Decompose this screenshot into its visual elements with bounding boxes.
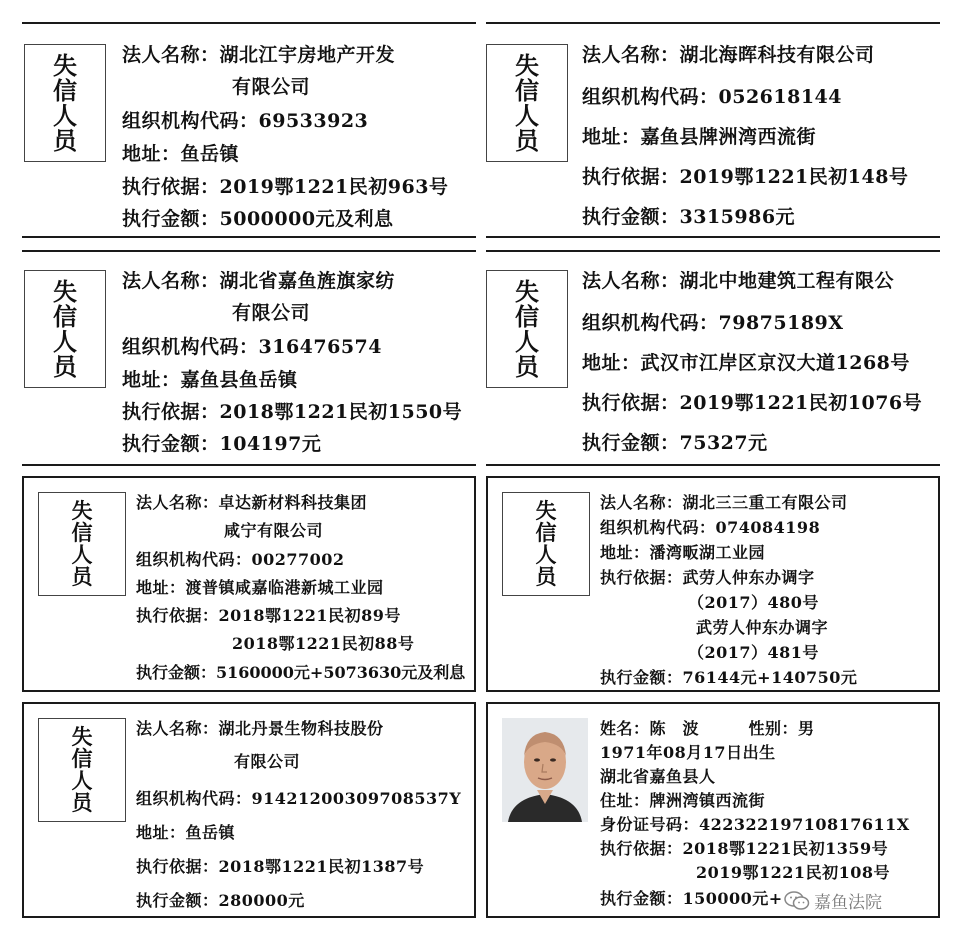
legal-name-cont: 有限公司 (232, 76, 311, 98)
dishonest-badge: 失 信 人 员 (502, 492, 590, 596)
dishonest-card-4 (486, 250, 940, 466)
execution-basis: 执行依据：武劳人仲东办调字 (600, 568, 815, 587)
wechat-icon (784, 891, 810, 911)
execution-basis-2: 武劳人仲东办调字 (696, 618, 829, 637)
execution-amount: 执行金额：150000元+ (600, 889, 783, 908)
execution-basis: 执行依据：2018鄂1221民初1359号 (600, 839, 889, 858)
legal-name: 法人名称：湖北海晖科技有限公司 (582, 44, 875, 66)
org-code: 组织机构代码：052618144 (582, 86, 842, 108)
org-code: 组织机构代码：316476574 (122, 336, 382, 358)
legal-name-cont: 咸宁有限公司 (224, 521, 324, 540)
execution-amount: 执行金额：104197元 (122, 433, 322, 455)
person-photo (502, 718, 588, 822)
address: 地址：鱼岳镇 (122, 143, 240, 165)
execution-basis: 执行依据：2018鄂1221民初89号 (136, 606, 401, 625)
dishonest-badge: 失 信 人 员 (24, 44, 106, 162)
legal-name: 法人名称：湖北三三重工有限公司 (600, 493, 848, 512)
address: 地址：鱼岳镇 (136, 823, 236, 842)
dishonest-card-5 (22, 476, 476, 692)
execution-amount: 执行金额：75327元 (582, 432, 768, 454)
watermark (784, 888, 882, 913)
execution-basis: 执行依据：2019鄂1221民初1076号 (582, 392, 923, 414)
birth-date: 1971年08月17日出生 (600, 743, 776, 762)
org-code: 组织机构代码：00277002 (136, 550, 345, 569)
dishonest-badge: 失 信 人 员 (24, 270, 106, 388)
id-number: 身份证号码：42232219710817611X (600, 815, 910, 834)
dishonest-card-8 (486, 702, 940, 918)
execution-basis: 执行依据：2018鄂1221民初1387号 (136, 857, 425, 876)
execution-basis-cont: （2017）480号 (688, 593, 819, 612)
execution-basis: 执行依据：2019鄂1221民初963号 (122, 176, 449, 198)
dishonest-card-7 (22, 702, 476, 918)
dishonest-badge: 失 信 人 员 (38, 718, 126, 822)
dishonest-card-6 (486, 476, 940, 692)
legal-name: 法人名称：卓达新材料科技集团 (136, 493, 368, 512)
execution-amount: 执行金额：3315986元 (582, 206, 796, 228)
execution-basis-cont: 2019鄂1221民初108号 (696, 863, 890, 882)
dishonest-badge: 失 信 人 员 (38, 492, 126, 596)
address: 住址：牌洲湾镇西流街 (600, 791, 766, 810)
execution-amount: 执行金额：280000元 (136, 891, 305, 910)
legal-name-cont: 有限公司 (232, 302, 311, 324)
execution-basis: 执行依据：2019鄂1221民初148号 (582, 166, 909, 188)
address: 地址：潘湾畈湖工业园 (600, 543, 766, 562)
dishonest-card-3 (22, 250, 476, 466)
org-code: 组织机构代码：91421200309708537Y (136, 789, 462, 808)
org-code: 组织机构代码：074084198 (600, 518, 821, 537)
legal-name: 法人名称：湖北省嘉鱼旌旗家纺 (122, 270, 396, 292)
execution-amount: 执行金额：76144元+140750元 (600, 668, 858, 687)
legal-name: 法人名称：湖北中地建筑工程有限公 (582, 270, 895, 292)
person-name-gender: 姓名：陈 波 性别：男 (600, 719, 815, 738)
dishonest-badge: 失 信 人 员 (486, 270, 568, 388)
org-code: 组织机构代码：69533923 (122, 110, 369, 132)
address: 地址：嘉鱼县牌洲湾西流街 (582, 126, 817, 148)
native-place: 湖北省嘉鱼县人 (600, 767, 716, 786)
legal-name: 法人名称：湖北丹景生物科技股份 (136, 719, 384, 738)
address: 地址：渡普镇咸嘉临港新城工业园 (136, 578, 384, 597)
dishonest-badge: 失 信 人 员 (486, 44, 568, 162)
execution-basis: 执行依据：2018鄂1221民初1550号 (122, 401, 463, 423)
dishonest-card-1 (22, 22, 476, 238)
legal-name: 法人名称：湖北江宇房地产开发 (122, 44, 396, 66)
execution-basis-2-cont: （2017）481号 (688, 643, 819, 662)
address: 地址：武汉市江岸区京汉大道1268号 (582, 352, 910, 374)
dishonest-card-2 (486, 22, 940, 238)
person-photo-image (502, 718, 588, 822)
legal-name-cont: 有限公司 (234, 752, 301, 771)
watermark-text: 嘉鱼法院 (814, 893, 882, 913)
execution-amount: 执行金额：5000000元及利息 (122, 208, 394, 230)
execution-basis-cont: 2018鄂1221民初88号 (232, 634, 415, 653)
address: 地址：嘉鱼县鱼岳镇 (122, 369, 298, 391)
org-code: 组织机构代码：79875189X (582, 312, 844, 334)
execution-amount: 执行金额：5160000元+5073630元及利息 (136, 663, 466, 682)
